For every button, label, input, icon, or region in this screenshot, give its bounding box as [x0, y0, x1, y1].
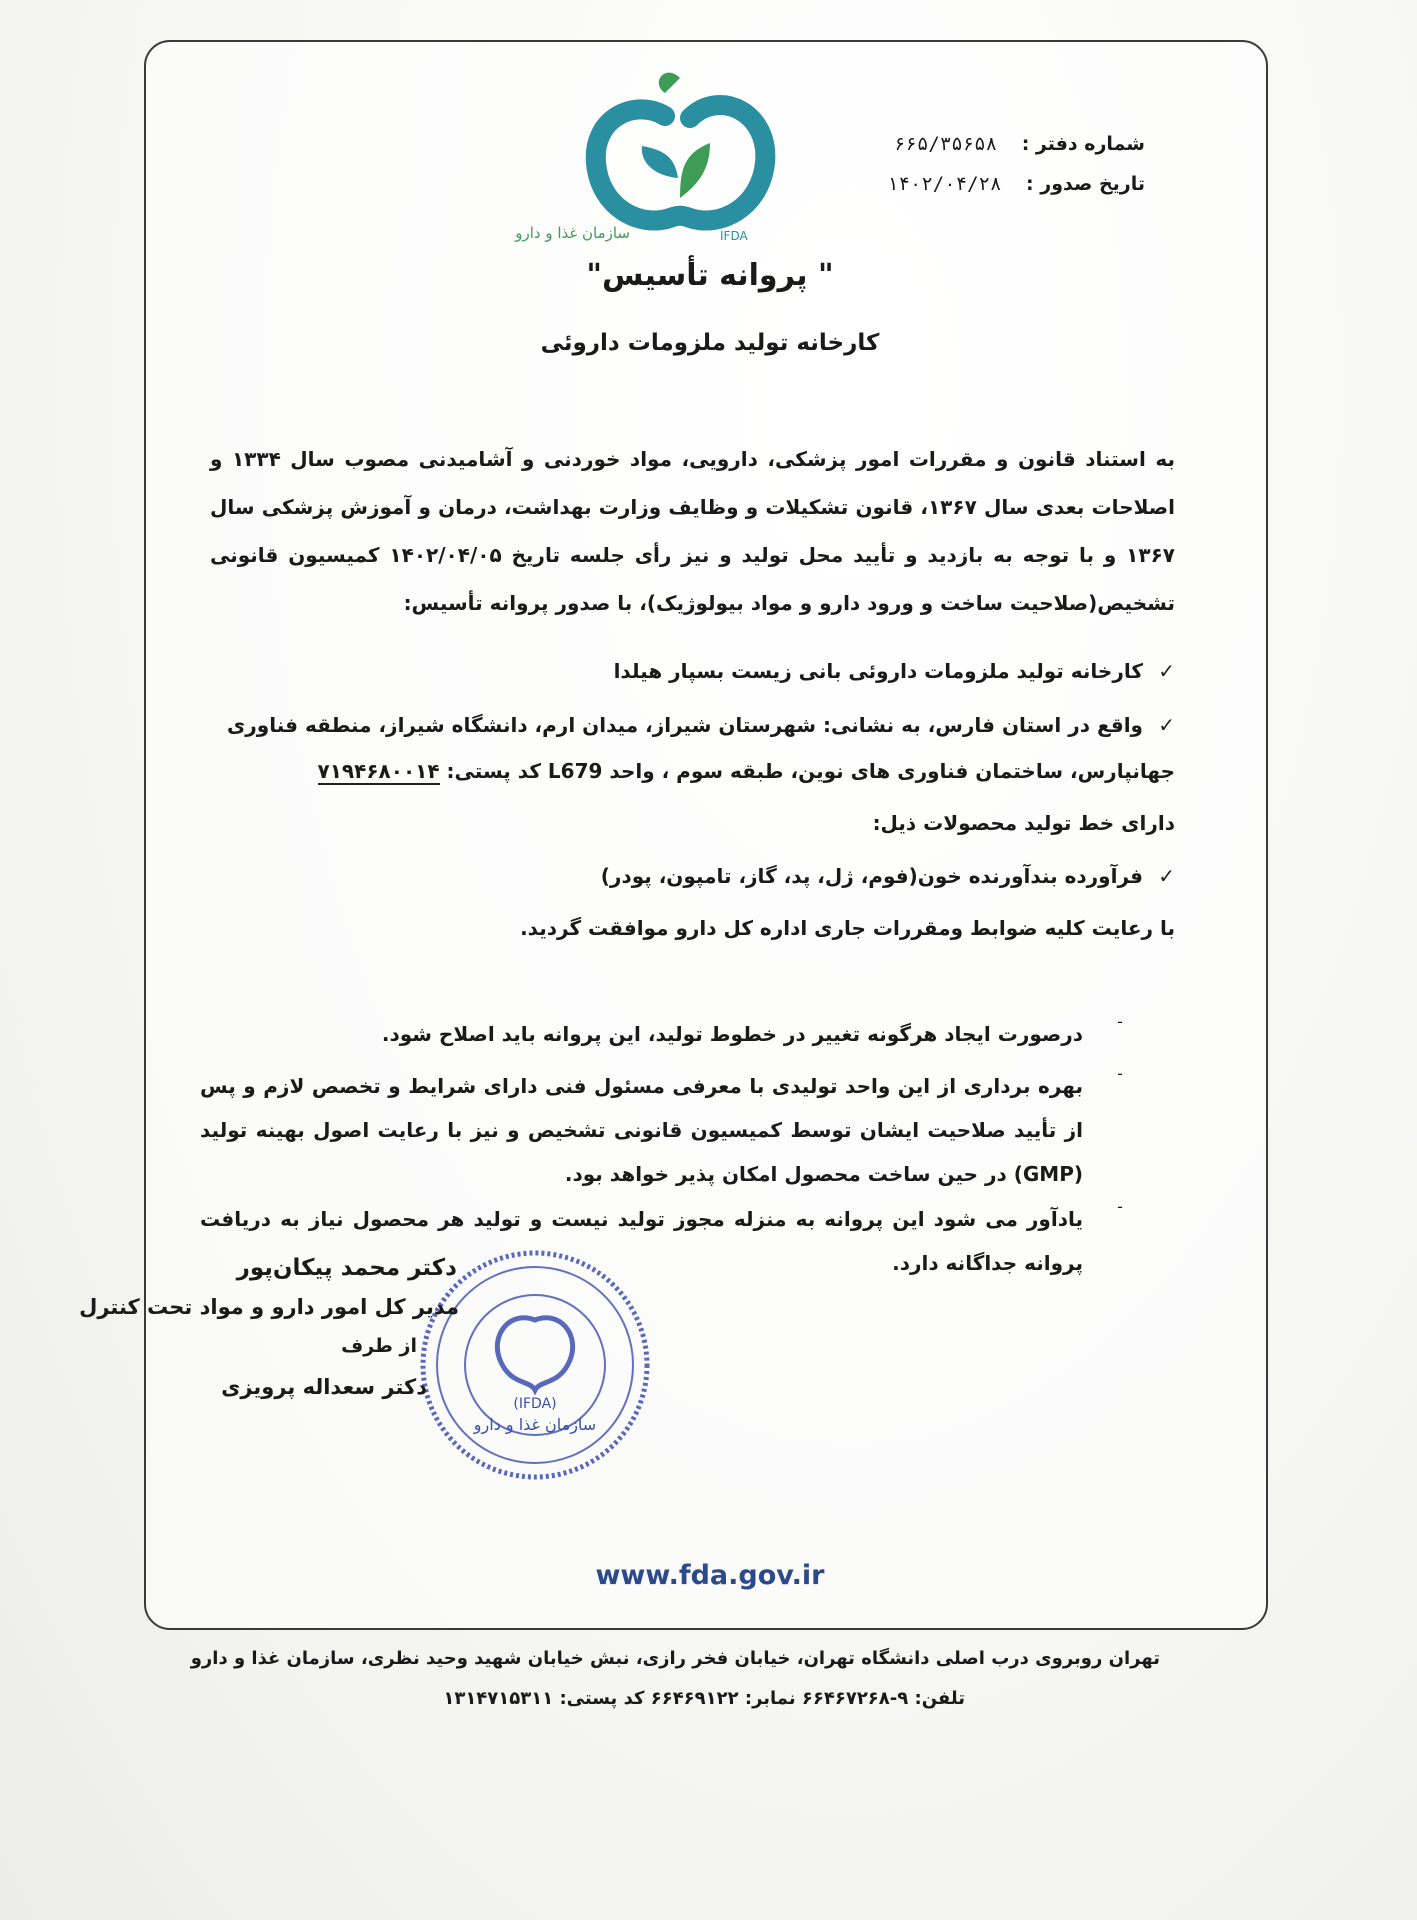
check-icon: ✓: [1158, 713, 1175, 737]
approval-statement: با رعایت کلیه ضوابط ومقررات جاری اداره کل دارو موافقت گردید.: [520, 916, 1175, 940]
note-text: یادآور می شود این پروانه به منزله مجوز تولید نیست و تولید هر محصول نیاز به دریافت پروانه جداگانه دارد.: [200, 1207, 1083, 1275]
ifda-logo: [515, 58, 790, 248]
note-marker: -: [1117, 1064, 1123, 1083]
office-number-value: ۶۶۵/۳۵۶۵۸: [894, 133, 998, 155]
signatory-position: مدیر کل امور دارو و مواد تحت کنترل: [79, 1295, 459, 1319]
office-number-line: [894, 133, 1145, 155]
issue-date-label: تاریخ صدور :: [1026, 173, 1145, 195]
on-behalf-label: از طرف: [341, 1335, 417, 1357]
stamp-text: سازمان غذا و دارو: [473, 1415, 597, 1434]
signatory-name: دکتر محمد پیکان‌پور: [236, 1255, 457, 1281]
issue-date-value: ۱۴۰۲/۰۴/۲۸: [887, 173, 1002, 195]
note-marker: -: [1117, 1197, 1123, 1216]
company-name: کارخانه تولید ملزومات داروئی بانی زیست بسپار هیلدا: [613, 659, 1143, 683]
note-marker: -: [1117, 1012, 1123, 1031]
document-subtitle: کارخانه تولید ملزومات داروئی: [540, 330, 880, 356]
check-icon: ✓: [1158, 864, 1175, 888]
note-text: درصورت ایجاد هرگونه تغییر در خطوط تولید، این پروانه باید اصلاح شود.: [381, 1022, 1083, 1046]
document-title: " پروانه تأسیس": [586, 258, 834, 293]
logo-abbr: IFDA: [720, 229, 748, 243]
address-line-2-row: [210, 748, 1175, 794]
footer-contact: تلفن: ۹-۶۶۴۶۷۲۶۸ نمابر: ۶۶۴۶۹۱۲۲ کد پستی: ۱۳۱۴۷۱۵۳۱۱: [443, 1688, 965, 1709]
office-number-label: شماره دفتر :: [1021, 133, 1145, 155]
product-line-intro: دارای خط تولید محصولات ذیل:: [872, 811, 1175, 835]
note-1: [200, 1012, 1135, 1056]
address-line-2: جهانپارس، ساختمان فناوری های نوین، طبقه سوم ، واحد L679 کد پستی:: [446, 759, 1175, 783]
check-icon: ✓: [1158, 659, 1175, 683]
product-bullet: [210, 853, 1175, 899]
logo-text: سازمان غذا و دارو: [515, 224, 630, 242]
product-name: فرآورده بندآورنده خون(فوم، ژل، پد، گاز، تامپون، پودر): [600, 864, 1143, 888]
signer-name: دکتر سعداله پرویزی: [221, 1375, 427, 1399]
address-bullet: [210, 702, 1175, 748]
note-2: [200, 1064, 1135, 1196]
stamp-abbr: (IFDA): [513, 1396, 557, 1412]
legal-basis-paragraph: به استناد قانون و مقررات امور پزشکی، دارویی، مواد خوردنی و آشامیدنی مصوب سال ۱۳۳۴ و اصلاحات بعدی سال ۱۳۶۷، قانون تشکیلات و وظایف وزارت بهداشت، درمان و آموزش پزشکی سال ۱۳۶۷ و با توجه به بازدید و تأیید محل تولید و نیز رأی جلسه تاریخ ۱۴۰۲/۰۴/۰۵ کمیسیون قانونی تشخیص(صلاحیت ساخت و ورود دارو و مواد بیولوژیک)، با صدور پروانه تأسیس:: [210, 447, 1175, 615]
footer-address: تهران روبروی درب اصلی دانشگاه تهران، خیابان فخر رازی، نبش خیابان شهید وحید نظری، سازمان غذا و دارو: [190, 1648, 1160, 1669]
address-line-1: واقع در استان فارس، به نشانی: شهرستان شیراز، میدان ارم، دانشگاه شیراز، منطقه فناوری: [226, 713, 1143, 737]
company-bullet: [210, 648, 1175, 694]
website-link[interactable]: www.fda.gov.ir: [595, 1560, 825, 1591]
postal-code: ۷۱۹۴۶۸۰۰۱۴: [317, 759, 440, 783]
issue-date-line: [887, 173, 1145, 195]
note-text: بهره برداری از این واحد تولیدی با معرفی مسئول فنی دارای شرایط و تخصص لازم و پس از تأیید صلاحیت ایشان توسط کمیسیون قانونی تشخیص و نیز با رعایت اصول بهینه تولید (GMP) در حین ساخت محصول امکان پذیر خواهد بود.: [200, 1074, 1083, 1186]
